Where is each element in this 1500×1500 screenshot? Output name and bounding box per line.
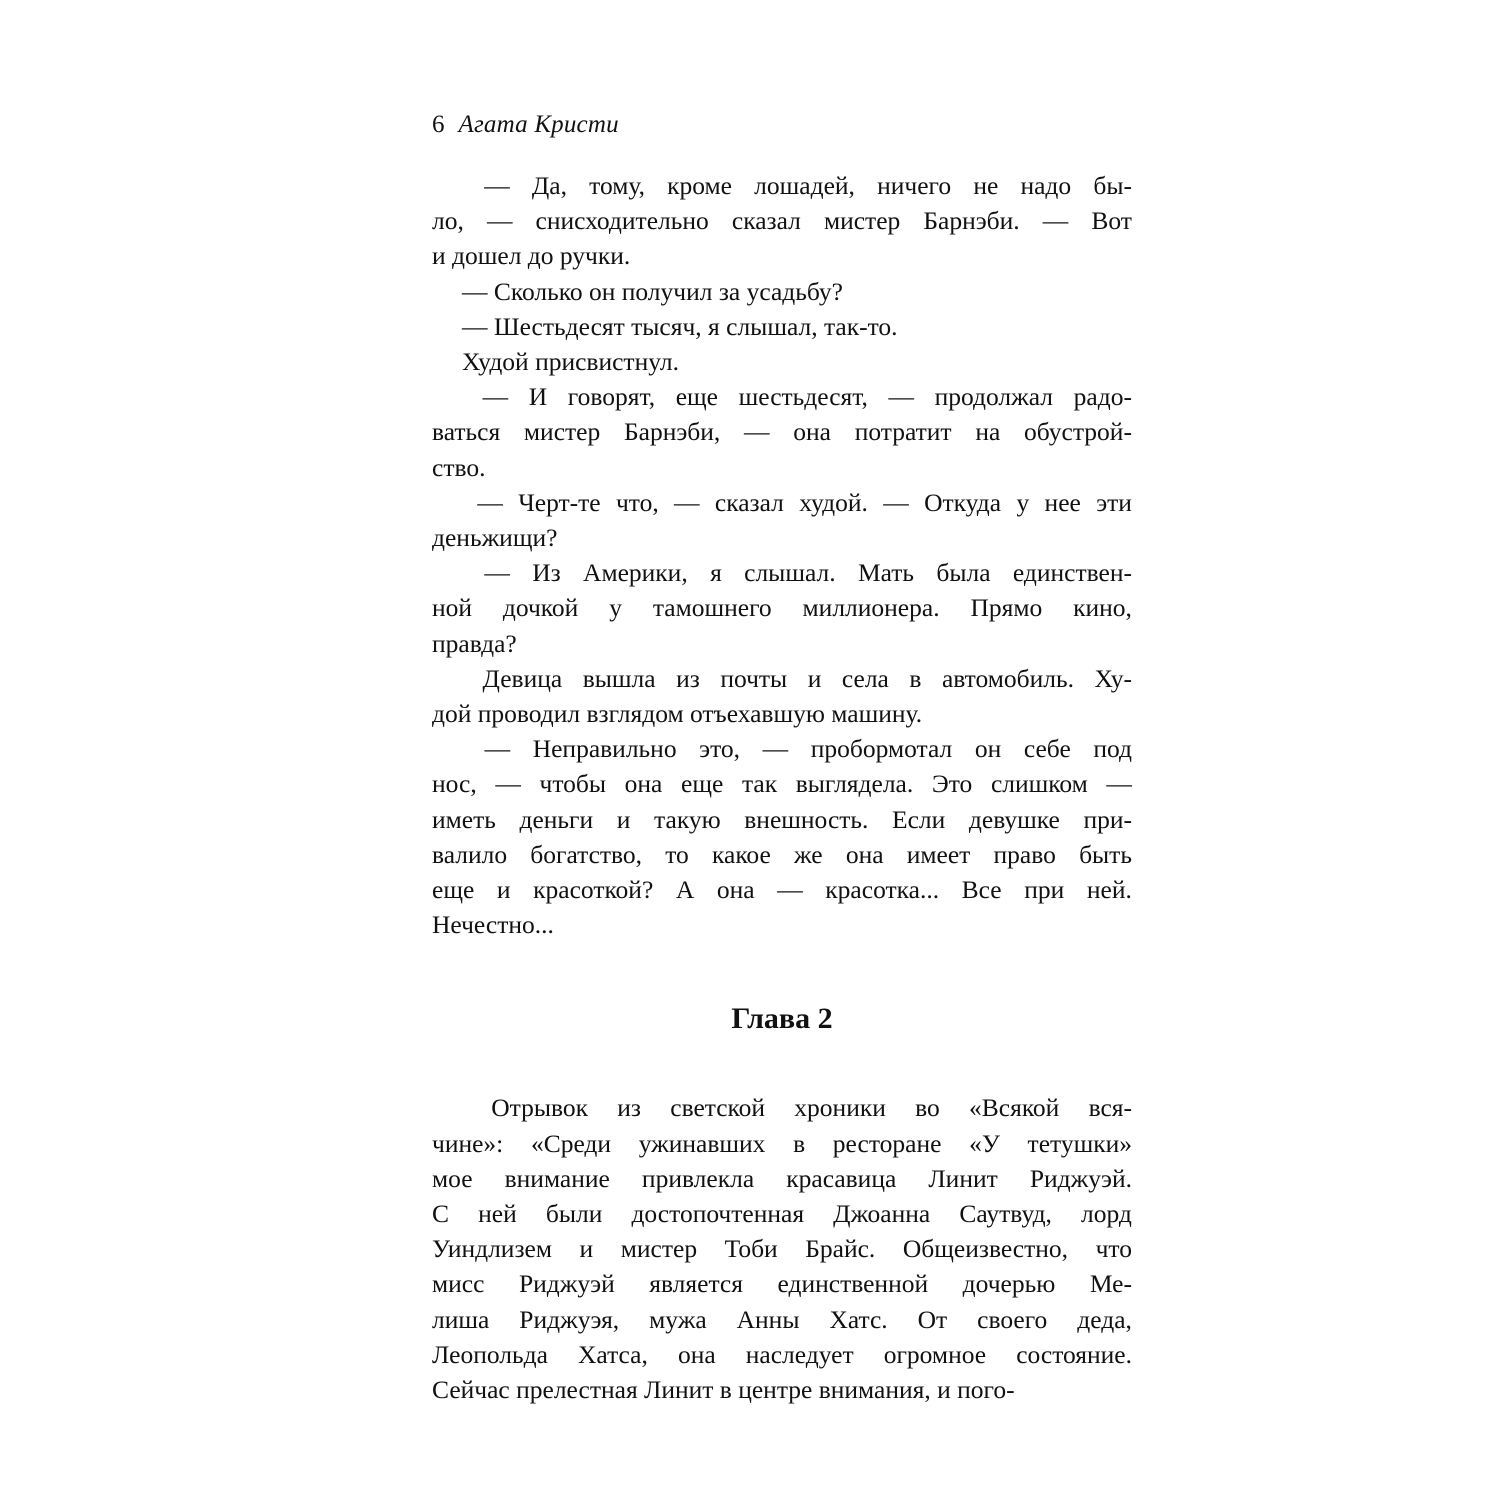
text-word: наследует [745, 1339, 854, 1369]
text-word: Саутвуд, [959, 1199, 1052, 1229]
text-word: себе [1023, 734, 1071, 764]
text-line: ство. [432, 452, 486, 482]
text-word: Тоби [724, 1234, 778, 1264]
text-word: что [1095, 1234, 1132, 1264]
text-word: достопочтенная [631, 1199, 805, 1229]
text-word: Риджуэй. [1029, 1163, 1132, 1193]
text-word: Отрывок [491, 1093, 589, 1123]
text-word: я [710, 558, 722, 588]
text-word: — [484, 558, 510, 588]
text-word: Барнэби, [623, 417, 721, 447]
text-word: Риджуэя, [519, 1304, 620, 1334]
text-word: ной [432, 593, 473, 623]
body-paragraph [432, 344, 1132, 379]
text-word: Хатс. [829, 1304, 888, 1334]
body-paragraph [432, 168, 1132, 274]
text-line [432, 872, 1132, 907]
text-word: красотка... [825, 875, 940, 905]
text-word: нее [1044, 487, 1081, 517]
text-line [432, 1126, 1132, 1161]
text-word: нос, [432, 769, 477, 799]
text-word: это, [699, 734, 741, 764]
text-word: Америки, [583, 558, 688, 588]
text-line: — Шестьдесят тысяч, я слышал, так-то. [462, 311, 898, 341]
text-word: еще [675, 382, 718, 412]
text-word: что, [615, 487, 659, 517]
text-word: шестьдесят, [738, 382, 868, 412]
text-line [432, 731, 1132, 766]
text-word: От [917, 1304, 948, 1334]
text-line [432, 414, 1132, 449]
text-word: — [777, 875, 803, 905]
text-word: кино, [1073, 593, 1132, 623]
text-word: радо- [1073, 382, 1132, 412]
text-word: Мать [857, 558, 915, 588]
text-word: «У [969, 1128, 1000, 1158]
text-word: бы- [1093, 171, 1132, 200]
text-word: худой. [799, 487, 868, 517]
text-word: продолжал [934, 382, 1054, 412]
running-head-author: Агата Кристи [458, 111, 619, 138]
text-word: имеет [906, 839, 971, 869]
text-word: то [665, 839, 689, 869]
text-word: ней. [1086, 875, 1132, 905]
text-word: сказал [714, 487, 784, 517]
body-paragraph [432, 485, 1132, 555]
text-word: надо [1020, 171, 1072, 200]
text-word: Общеизвестно, [902, 1234, 1069, 1264]
text-word: еще [432, 875, 475, 905]
text-line [432, 168, 1132, 203]
text-word: Брайс. [805, 1234, 876, 1264]
text-line: Худой присвистнул. [462, 347, 679, 377]
body-paragraph [432, 555, 1132, 661]
body-paragraph [432, 1090, 1132, 1407]
text-line [432, 1266, 1132, 1301]
text-word: «Среди [530, 1128, 612, 1158]
text-word: эти [1096, 487, 1132, 517]
text-word: мистер [620, 1234, 698, 1264]
first-line-indent [432, 1090, 462, 1125]
text-word: снисходительно [535, 206, 709, 236]
text-word: — [1042, 206, 1069, 236]
text-word: иметь [432, 804, 496, 834]
text-word: еще [681, 769, 724, 799]
text-word: тому, [589, 171, 645, 200]
text-word: С [432, 1199, 450, 1229]
text-word: у [609, 593, 622, 623]
text-word: лошадей, [754, 171, 855, 200]
text-word: и [616, 804, 631, 834]
text-word: и [496, 875, 511, 905]
text-word: Линит [928, 1163, 998, 1193]
text-word: вся- [1088, 1093, 1132, 1123]
text-line [432, 485, 1132, 520]
text-word: валило [432, 839, 508, 869]
text-word: чтобы [539, 769, 607, 799]
text-word: при- [1083, 804, 1132, 834]
text-word: состояние. [1016, 1339, 1132, 1369]
text-word: дочерью [962, 1269, 1056, 1299]
text-word: Хатса, [578, 1339, 648, 1369]
text-word: является [649, 1269, 743, 1299]
text-line [432, 1337, 1132, 1372]
text-word: какое [712, 839, 771, 869]
text-word: она [677, 1339, 716, 1369]
text-word: и [579, 1234, 594, 1264]
text-word: — [495, 769, 521, 799]
text-word: не [973, 171, 999, 200]
text-word: — [482, 382, 509, 412]
text-line [432, 837, 1132, 872]
text-line: деньжищи? [432, 523, 558, 553]
body-paragraph [432, 309, 1132, 344]
text-line [432, 1090, 1132, 1125]
body-text-top [432, 168, 1132, 942]
text-word: — [762, 734, 789, 764]
chapter-heading: Глава 2 [731, 1002, 833, 1036]
text-word: «Всякой [969, 1093, 1060, 1123]
text-word: Если [892, 804, 946, 834]
first-line-indent [432, 731, 462, 766]
text-word: слишком [990, 769, 1088, 799]
text-word: кроме [667, 171, 732, 200]
text-word: обустрой- [1024, 417, 1132, 447]
text-word: — [484, 171, 510, 200]
text-word: из [676, 663, 700, 693]
text-word: на [975, 417, 1001, 447]
text-word: в [793, 1128, 806, 1158]
text-word: автомобиль. [941, 663, 1074, 693]
text-word: Девица [482, 663, 563, 693]
text-word: он [974, 734, 1002, 764]
text-word: ваться [432, 417, 501, 447]
text-word: — [484, 734, 511, 764]
text-word: Из [532, 558, 561, 588]
page-content [432, 0, 1132, 1407]
text-word: она [624, 769, 663, 799]
text-line: правда? [432, 628, 517, 658]
text-word: мистер [523, 417, 601, 447]
text-word: Ме- [1089, 1269, 1132, 1299]
text-word: Джоанна [833, 1199, 931, 1229]
text-word: она [845, 839, 884, 869]
text-word: такую [654, 804, 721, 834]
text-word: у [1016, 487, 1030, 517]
text-word: при [1024, 875, 1065, 905]
text-word: своего [977, 1304, 1048, 1334]
body-text-bottom [432, 1090, 1132, 1407]
text-word: мистер [823, 206, 901, 236]
text-word: тетушки» [1027, 1128, 1132, 1158]
text-word: — [477, 487, 503, 517]
text-word: сказал [731, 206, 801, 236]
text-line: — Сколько он получил за усадьбу? [462, 276, 843, 306]
text-word: единственной [777, 1269, 929, 1299]
text-word: единствен- [1012, 558, 1132, 588]
text-word: села [841, 663, 889, 693]
text-word: И [528, 382, 548, 412]
text-word: ничего [877, 171, 952, 200]
text-word: — [883, 487, 909, 517]
text-word: Черт-те [518, 487, 601, 517]
text-word: хроники [794, 1093, 886, 1123]
text-word: внимание [504, 1163, 610, 1193]
text-line [432, 661, 1132, 696]
text-line: и дошел до ручки. [432, 241, 631, 271]
text-word: вышла [582, 663, 656, 693]
text-word: девушке [968, 804, 1060, 834]
first-line-indent [432, 661, 462, 696]
text-word: красоткой? [533, 875, 654, 905]
text-word: Уиндлизем [432, 1234, 552, 1264]
body-paragraph [432, 274, 1132, 309]
body-paragraph [432, 661, 1132, 731]
body-paragraph [432, 731, 1132, 942]
text-word: выглядела. [795, 769, 914, 799]
text-word: Это [931, 769, 973, 799]
text-word: Барнэби. [923, 206, 1020, 236]
first-line-indent [432, 168, 462, 203]
text-word: мужа [649, 1304, 707, 1334]
text-word: внешность. [744, 804, 869, 834]
text-word: под [1093, 734, 1132, 764]
text-line [432, 590, 1132, 625]
text-word: Анны [736, 1304, 800, 1334]
running-head [432, 108, 1132, 142]
text-word: и [807, 663, 822, 693]
text-word: ресторане [832, 1128, 942, 1158]
text-word: миллионера. [802, 593, 940, 623]
text-word: быть [1079, 839, 1132, 869]
text-word: А [675, 875, 695, 905]
text-word: были [545, 1199, 603, 1229]
text-line: дой проводил взглядом отъехавшую машину. [432, 699, 923, 729]
text-word: из [617, 1093, 641, 1123]
text-line: Нечестно... [432, 910, 554, 940]
text-word: во [915, 1093, 940, 1123]
text-line [432, 203, 1132, 238]
text-word: деньги [519, 804, 594, 834]
text-word: красавица [786, 1163, 897, 1193]
first-line-indent [432, 379, 462, 414]
text-word: мое [432, 1163, 473, 1193]
text-line [432, 802, 1132, 837]
text-word: же [794, 839, 823, 869]
text-word: Неправильно [532, 734, 677, 764]
text-word: — [888, 382, 914, 412]
text-line [432, 766, 1132, 801]
text-word: деда, [1077, 1304, 1132, 1334]
text-word: тамошнего [652, 593, 772, 623]
first-line-indent [432, 485, 462, 520]
text-word: ужинавших [638, 1128, 766, 1158]
text-word: Откуда [924, 487, 1002, 517]
text-word: почты [720, 663, 788, 693]
text-word: ней [478, 1199, 517, 1229]
body-paragraph [432, 379, 1132, 485]
text-word: мисс [432, 1269, 485, 1299]
text-line: Сейчас прелестная Линит в центре внимания, и пого- [432, 1375, 1015, 1405]
text-line [432, 1302, 1132, 1337]
text-word: потратит [854, 417, 952, 447]
text-word: Прямо [970, 593, 1043, 623]
text-word: Все [961, 875, 1002, 905]
first-line-indent [432, 555, 462, 590]
text-word: она [716, 875, 755, 905]
text-word: огромное [883, 1339, 987, 1369]
text-word: в [909, 663, 922, 693]
text-word: пробормотал [810, 734, 953, 764]
text-word: лиша [432, 1304, 490, 1334]
text-word: право [993, 839, 1056, 869]
text-word: богатство, [530, 839, 643, 869]
text-word: Риджуэй [518, 1269, 615, 1299]
text-word: говорят, [567, 382, 656, 412]
text-word: она [793, 417, 831, 447]
text-word: дочкой [502, 593, 579, 623]
text-word: Вот [1091, 206, 1132, 236]
text-line [432, 1196, 1132, 1231]
text-line [432, 555, 1132, 590]
text-line [432, 1231, 1132, 1266]
text-word: ло, [432, 206, 464, 236]
page-number: 6 [432, 111, 445, 138]
text-word: Да, [531, 171, 567, 200]
text-word: — [744, 417, 770, 447]
text-word: Леопольда [432, 1339, 548, 1369]
text-line [432, 379, 1132, 414]
text-word: — [1106, 769, 1132, 799]
text-word: слышал. [744, 558, 836, 588]
text-word: чине»: [432, 1128, 504, 1158]
text-word: Ху- [1094, 663, 1132, 693]
text-word: лорд [1081, 1199, 1132, 1229]
text-word: привлекла [641, 1163, 755, 1193]
text-word: так [741, 769, 778, 799]
text-word: светской [670, 1093, 766, 1123]
text-line [432, 1161, 1132, 1196]
text-word: была [936, 558, 991, 588]
text-word: — [486, 206, 513, 236]
text-word: — [674, 487, 700, 517]
